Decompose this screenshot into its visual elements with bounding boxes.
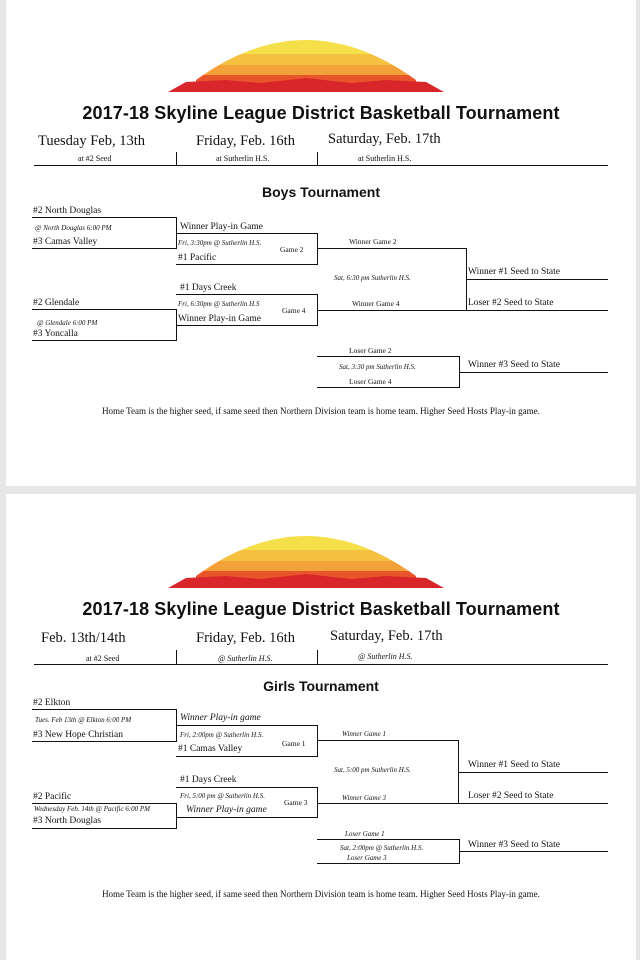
team-slot: #2 North Douglas bbox=[33, 206, 102, 216]
team-slot: Winner Game 3 bbox=[342, 794, 386, 802]
day2-heading: Friday, Feb. 16th bbox=[196, 133, 295, 149]
bracket-line bbox=[32, 248, 177, 249]
footnote: Home Team is the higher seed, if same seed then Northern Division team is home team. Higher Seed Hosts Play-in game. bbox=[102, 406, 540, 416]
bracket-line bbox=[317, 233, 318, 265]
bracket-line bbox=[176, 233, 317, 234]
section-title: Girls Tournament bbox=[263, 678, 379, 694]
game-info: Fri, 5:00 pm @ Sutherlin H.S. bbox=[180, 792, 265, 800]
page-title: 2017-18 Skyline League District Basketball Tournament bbox=[82, 599, 560, 619]
bracket-line bbox=[317, 839, 460, 840]
bracket-line bbox=[466, 310, 608, 311]
bracket-line bbox=[176, 756, 317, 757]
game-info: Fri, 3:30pm @ Sutherlin H.S. bbox=[178, 239, 262, 247]
bracket-line bbox=[317, 740, 459, 741]
game-info: Sat, 2:00pm @ Sutherlin H.S. bbox=[340, 844, 424, 852]
bracket-line bbox=[317, 863, 460, 864]
team-slot: Loser Game 4 bbox=[349, 377, 392, 386]
team-slot: Winner Game 1 bbox=[342, 730, 386, 738]
game-label: Game 2 bbox=[280, 245, 304, 254]
bracket-line bbox=[317, 725, 318, 757]
team-slot: Winner Play-in Game bbox=[180, 222, 263, 232]
bracket-line bbox=[32, 340, 177, 341]
day3-heading: Saturday, Feb. 17th bbox=[330, 628, 443, 644]
team-slot: #1 Days Creek bbox=[180, 775, 237, 785]
day3-heading: Saturday, Feb. 17th bbox=[328, 131, 441, 147]
sunset-logo bbox=[166, 40, 446, 95]
result-slot: Loser #2 Seed to State bbox=[468, 298, 554, 308]
team-slot: #2 Elkton bbox=[33, 698, 71, 708]
boys-bracket-page bbox=[6, 0, 636, 486]
bracket-line bbox=[458, 803, 608, 804]
team-slot: #2 Pacific bbox=[33, 792, 72, 802]
team-slot: Loser Game 2 bbox=[349, 346, 392, 355]
bracket-line bbox=[176, 787, 317, 788]
bracket-line bbox=[317, 310, 467, 311]
day3-location: @ Sutherlin H.S. bbox=[358, 652, 413, 661]
game-info: Fri, 2:00pm @ Sutherlin H.S. bbox=[180, 731, 264, 739]
team-slot: #2 Glendale bbox=[33, 298, 80, 308]
bracket-line bbox=[176, 725, 317, 726]
game-info: @ North Douglas 6:00 PM bbox=[35, 224, 112, 232]
footnote: Home Team is the higher seed, if same seed then Northern Division team is home team. Higher Seed Hosts Play-in game. bbox=[102, 889, 540, 899]
bracket-line bbox=[32, 741, 177, 742]
bracket-line bbox=[317, 387, 460, 388]
bracket-line bbox=[32, 803, 177, 804]
game-info: Fri, 6:30pm @ Sutherlin H.S bbox=[178, 300, 260, 308]
game-info: Wednesday Feb. 14th @ Pacific 6:00 PM bbox=[34, 805, 151, 813]
bracket-line bbox=[466, 279, 608, 280]
team-slot: Winner Game 2 bbox=[349, 237, 397, 246]
bracket-line bbox=[176, 817, 317, 818]
team-slot: Winner Game 4 bbox=[352, 299, 400, 308]
bracket-line bbox=[458, 772, 608, 773]
bracket-line bbox=[176, 264, 317, 265]
header-rule bbox=[34, 664, 608, 665]
girls-bracket-page bbox=[6, 494, 636, 960]
game-info: @ Glendale 6:00 PM bbox=[37, 319, 98, 327]
team-slot: Winner Play-in game bbox=[186, 805, 267, 815]
game-info: Sat, 6:30 pm Sutherlin H.S. bbox=[334, 274, 411, 282]
header-divider bbox=[176, 650, 177, 665]
day1-heading: Feb. 13th/14th bbox=[41, 630, 126, 646]
bracket-line bbox=[32, 828, 177, 829]
bracket-line bbox=[317, 248, 467, 249]
sunset-logo bbox=[166, 536, 446, 591]
day1-location: at #2 Seed bbox=[78, 154, 112, 163]
day2-heading: Friday, Feb. 16th bbox=[196, 630, 295, 646]
bracket-line bbox=[32, 709, 177, 710]
game-info: Tues. Feb 13th @ Elkton 6:00 PM bbox=[35, 716, 132, 724]
game-label: Game 4 bbox=[282, 306, 306, 315]
day1-location: at #2 Seed bbox=[86, 654, 120, 663]
result-slot: Winner #1 Seed to State bbox=[468, 267, 560, 277]
game-info: Sat, 5:00 pm Sutherlin H.S. bbox=[334, 766, 411, 774]
bracket-line bbox=[176, 309, 177, 341]
team-slot: #1 Camas Valley bbox=[178, 744, 243, 754]
bracket-line bbox=[459, 851, 608, 852]
day1-heading: Tuesday Feb, 13th bbox=[38, 133, 146, 149]
game-label: Game 1 bbox=[282, 739, 306, 748]
day3-location: at Sutherlin H.S. bbox=[358, 154, 412, 163]
team-slot: Loser Game 1 bbox=[345, 830, 385, 838]
result-slot: Loser #2 Seed to State bbox=[468, 791, 554, 801]
bracket-line bbox=[176, 803, 177, 829]
bracket-line bbox=[176, 294, 317, 295]
game-label: Game 3 bbox=[284, 798, 308, 807]
team-slot: #1 Pacific bbox=[178, 253, 217, 263]
result-slot: Winner #1 Seed to State bbox=[468, 760, 560, 770]
team-slot: #1 Days Creek bbox=[180, 283, 237, 293]
section-title: Boys Tournament bbox=[262, 184, 380, 200]
header-divider bbox=[176, 152, 177, 166]
team-slot: Loser Game 3 bbox=[347, 854, 387, 862]
team-slot: #3 Camas Valley bbox=[33, 237, 98, 247]
header-divider bbox=[317, 152, 318, 166]
bracket-line bbox=[32, 217, 177, 218]
header-divider bbox=[317, 650, 318, 665]
day2-location: at Sutherlin H.S. bbox=[216, 154, 270, 163]
header-rule bbox=[34, 165, 608, 166]
result-slot: Winner #3 Seed to State bbox=[468, 360, 560, 370]
team-slot: Winner Play-in game bbox=[180, 713, 261, 723]
team-slot: #3 Yoncalla bbox=[33, 329, 78, 339]
team-slot: #3 New Hope Christian bbox=[33, 730, 123, 740]
bracket-line bbox=[459, 372, 608, 373]
game-info: Sat, 3:30 pm Sutherlin H.S. bbox=[339, 363, 416, 371]
bracket-line bbox=[317, 803, 459, 804]
bracket-line bbox=[176, 325, 317, 326]
page-title: 2017-18 Skyline League District Basketball Tournament bbox=[82, 103, 560, 123]
bracket-line bbox=[32, 309, 177, 310]
team-slot: #3 North Douglas bbox=[33, 816, 102, 826]
result-slot: Winner #3 Seed to State bbox=[468, 840, 560, 850]
day2-location: @ Sutherlin H.S. bbox=[218, 654, 273, 663]
bracket-line bbox=[317, 356, 460, 357]
team-slot: Winner Play-in Game bbox=[178, 314, 261, 324]
